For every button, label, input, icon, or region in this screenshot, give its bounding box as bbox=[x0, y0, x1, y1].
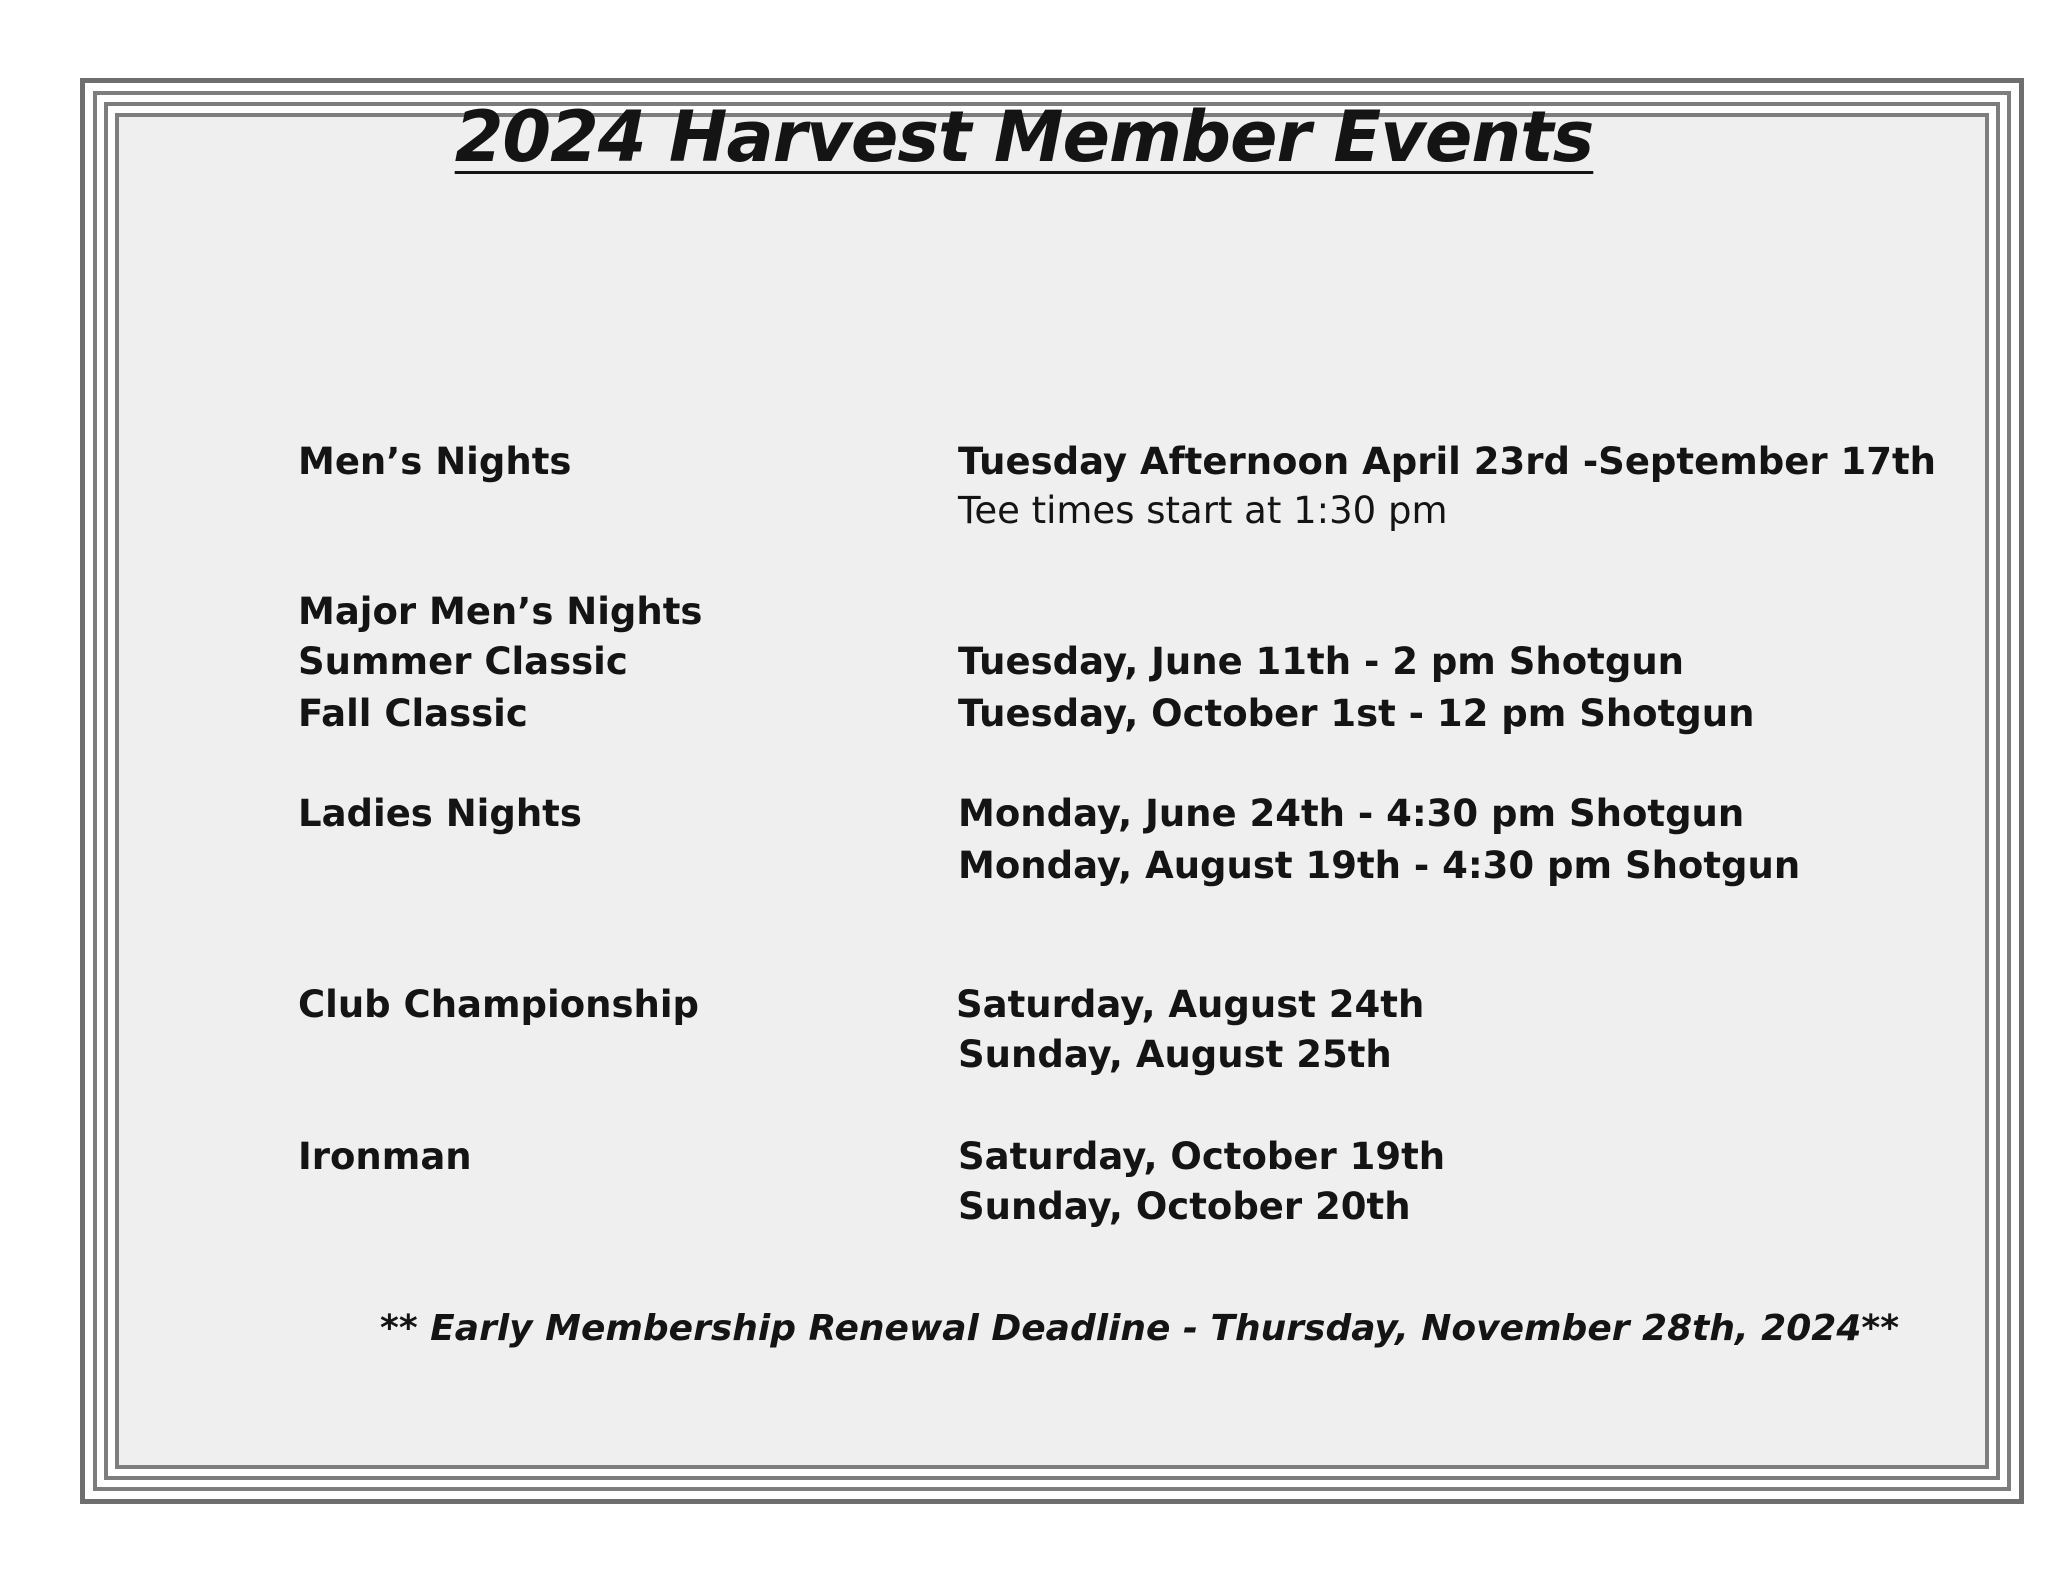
summer-classic-label: Summer Classic bbox=[298, 640, 628, 683]
club-championship-date-1: Saturday, August 24th bbox=[956, 983, 1425, 1026]
document-title: 2024 Harvest Member Events bbox=[454, 96, 1594, 178]
club-championship-date-2: Sunday, August 25th bbox=[958, 1033, 1392, 1076]
fall-classic-label: Fall Classic bbox=[298, 692, 528, 735]
fall-classic-date: Tuesday, October 1st - 12 pm Shotgun bbox=[958, 692, 1755, 735]
ironman-label: Ironman bbox=[298, 1135, 472, 1178]
ladies-nights-date-2: Monday, August 19th - 4:30 pm Shotgun bbox=[958, 844, 1801, 887]
mens-nights-label: Men’s Nights bbox=[298, 440, 572, 483]
ladies-nights-date-1: Monday, June 24th - 4:30 pm Shotgun bbox=[958, 792, 1745, 835]
ladies-nights-label: Ladies Nights bbox=[298, 792, 582, 835]
mens-nights-tee-times: Tee times start at 1:30 pm bbox=[958, 489, 1448, 532]
renewal-deadline-note: ** Early Membership Renewal Deadline - Thursday, November 28th, 2024** bbox=[380, 1308, 1900, 1349]
ironman-date-1: Saturday, October 19th bbox=[958, 1135, 1446, 1178]
major-mens-nights-label: Major Men’s Nights bbox=[298, 590, 703, 633]
mens-nights-date: Tuesday Afternoon April 23rd -September 17th bbox=[958, 440, 1936, 483]
ironman-date-2: Sunday, October 20th bbox=[958, 1185, 1411, 1228]
summer-classic-date: Tuesday, June 11th - 2 pm Shotgun bbox=[958, 640, 1684, 683]
club-championship-label: Club Championship bbox=[298, 983, 700, 1026]
